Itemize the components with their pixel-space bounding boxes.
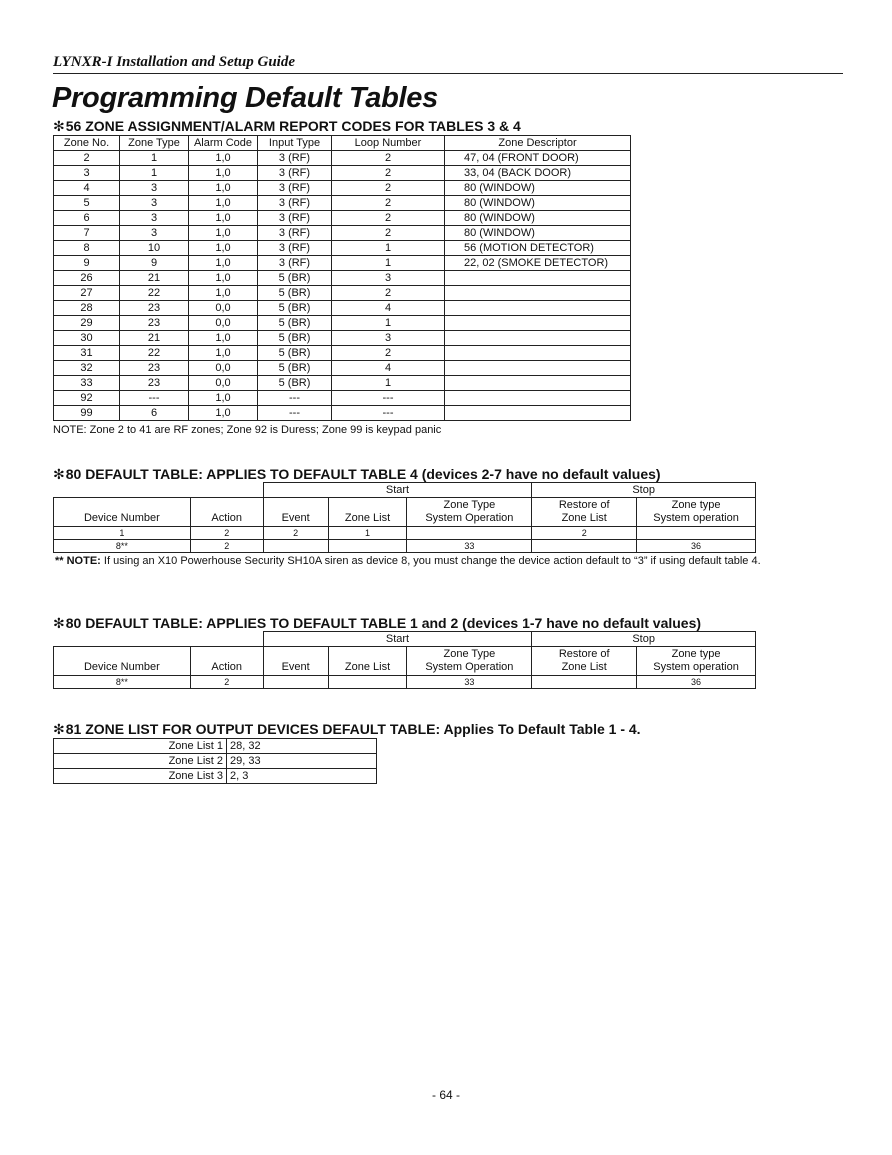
- table-cell: 0,0: [189, 301, 258, 316]
- table-cell: 1: [54, 527, 191, 540]
- column-header-zone-type-system-operation: Zone Type System Operation: [407, 498, 532, 527]
- table-row: [54, 316, 631, 331]
- table-cell: [445, 376, 631, 391]
- table-row: [54, 151, 631, 166]
- table-cell: [445, 316, 631, 331]
- table-row: [54, 406, 631, 421]
- table-cell: 3 (RF): [258, 196, 332, 211]
- table-cell: 31: [54, 346, 120, 361]
- note-text: If using an X10 Powerhouse Security SH10A siren as device 8, you must change the device action default to “3” if using default table 4.: [103, 555, 761, 567]
- table-cell: 1,0: [189, 241, 258, 256]
- zone-list-name: Zone List 3: [54, 769, 227, 784]
- table-cell: 47, 04 (FRONT DOOR): [445, 151, 631, 166]
- column-header-zone-list: Zone List: [328, 498, 407, 527]
- table-cell: 3 (RF): [258, 166, 332, 181]
- table-cell: 10: [120, 241, 189, 256]
- table-cell: 80 (WINDOW): [445, 196, 631, 211]
- group-header-start: Start: [263, 632, 532, 647]
- zone-list-name: Zone List 1: [54, 739, 227, 754]
- table-row: [54, 301, 631, 316]
- table-cell: 0,0: [189, 361, 258, 376]
- zone-table-note: NOTE: Zone 2 to 41 are RF zones; Zone 92 is Duress; Zone 99 is keypad panic: [53, 424, 442, 436]
- table-cell: 1: [332, 241, 445, 256]
- table-cell: 1,0: [189, 346, 258, 361]
- table-cell: 3 (RF): [258, 226, 332, 241]
- table-row: [54, 286, 631, 301]
- table-cell: 1: [328, 527, 407, 540]
- table-cell: 80 (WINDOW): [445, 181, 631, 196]
- list-item: [54, 769, 377, 784]
- running-head: LYNXR-I Installation and Setup Guide: [53, 53, 843, 74]
- group-header-row: [54, 483, 756, 498]
- table-cell: 1,0: [189, 211, 258, 226]
- table-cell: 6: [54, 211, 120, 226]
- table-cell: 23: [120, 361, 189, 376]
- table-cell: [532, 540, 637, 553]
- table-cell: 0,0: [189, 376, 258, 391]
- table-cell: 3 (RF): [258, 151, 332, 166]
- table-cell: 26: [54, 271, 120, 286]
- table-cell: 5 (BR): [258, 271, 332, 286]
- table-cell: 28: [54, 301, 120, 316]
- table-cell: [445, 346, 631, 361]
- table-cell: 29: [54, 316, 120, 331]
- table-cell: 2: [332, 181, 445, 196]
- column-header-alarm-code: Alarm Code: [189, 136, 258, 151]
- table-cell: 23: [120, 301, 189, 316]
- table-cell: 1,0: [189, 226, 258, 241]
- table-cell: [445, 361, 631, 376]
- table-cell: ---: [258, 406, 332, 421]
- table-cell: [328, 540, 407, 553]
- table-cell: 3 (RF): [258, 211, 332, 226]
- table-cell: 1,0: [189, 166, 258, 181]
- table-cell: 3: [120, 181, 189, 196]
- table-cell: 0,0: [189, 316, 258, 331]
- zone-list-table: [53, 738, 377, 784]
- table-cell: 2: [54, 151, 120, 166]
- table-row: [54, 376, 631, 391]
- table-cell: ---: [120, 391, 189, 406]
- table-cell: 2: [190, 527, 263, 540]
- table-cell: [445, 406, 631, 421]
- page-title: Programming Default Tables: [52, 82, 438, 114]
- column-header-restore-of-zone-list: Restore of Zone List: [532, 498, 637, 527]
- table-cell: 1: [332, 316, 445, 331]
- table-row: [54, 527, 756, 540]
- column-header-zone-descriptor: Zone Descriptor: [445, 136, 631, 151]
- table-cell: 1,0: [189, 256, 258, 271]
- table-cell: [263, 540, 328, 553]
- table-cell: 9: [120, 256, 189, 271]
- table-cell: 4: [332, 361, 445, 376]
- table-cell: 3: [332, 331, 445, 346]
- asterism-icon: ✻: [53, 118, 65, 134]
- zone-assignment-table: [53, 135, 631, 421]
- asterism-icon: ✻: [53, 721, 65, 737]
- table-cell: 22, 02 (SMOKE DETECTOR): [445, 256, 631, 271]
- table-cell: 4: [54, 181, 120, 196]
- group-header-stop: Stop: [532, 632, 756, 647]
- table-cell: 80 (WINDOW): [445, 211, 631, 226]
- table-row: [54, 256, 631, 271]
- table-cell: 1,0: [189, 196, 258, 211]
- table-cell: 1: [120, 151, 189, 166]
- table-cell: 2: [332, 151, 445, 166]
- table-cell: 5 (BR): [258, 376, 332, 391]
- zone-section-heading-text: 56 ZONE ASSIGNMENT/ALARM REPORT CODES FOR TABLES 3 & 4: [65, 118, 521, 134]
- table-row: [54, 346, 631, 361]
- column-header-row: [54, 647, 756, 676]
- table-cell: 5 (BR): [258, 316, 332, 331]
- table-cell: 33, 04 (BACK DOOR): [445, 166, 631, 181]
- table-cell: 3: [332, 271, 445, 286]
- page-number: - 64 -: [431, 1088, 460, 1102]
- zone-list-name: Zone List 2: [54, 754, 227, 769]
- table-cell: 56 (MOTION DETECTOR): [445, 241, 631, 256]
- table-cell: 2: [332, 346, 445, 361]
- zonelist-heading-text: 81 ZONE LIST FOR OUTPUT DEVICES DEFAULT TABLE: Applies To Default Table 1 - 4.: [65, 721, 641, 737]
- asterism-icon: ✻: [53, 466, 65, 482]
- default-table-1-and-2: [53, 631, 756, 689]
- table-cell: 2: [190, 540, 263, 553]
- column-header-zone-list: Zone List: [328, 647, 407, 676]
- table-cell: 27: [54, 286, 120, 301]
- table-cell: 33: [54, 376, 120, 391]
- table-cell: [445, 391, 631, 406]
- table-row: [54, 271, 631, 286]
- table-cell: 1,0: [189, 286, 258, 301]
- table-cell: 36: [637, 676, 756, 689]
- table80-12-heading-text: 80 DEFAULT TABLE: APPLIES TO DEFAULT TABLE 1 and 2 (devices 1-7 have no default values): [65, 615, 702, 631]
- zone-list-value: 29, 33: [227, 754, 377, 769]
- zone-section-heading: [53, 118, 521, 135]
- table-cell: [445, 286, 631, 301]
- table-cell: 32: [54, 361, 120, 376]
- table-cell: ---: [332, 391, 445, 406]
- table-cell: 8: [54, 241, 120, 256]
- table-cell: 3: [120, 211, 189, 226]
- table-row: [54, 166, 631, 181]
- table-cell: [532, 676, 637, 689]
- table-row: [54, 241, 631, 256]
- table-row: [54, 181, 631, 196]
- column-header-loop-number: Loop Number: [332, 136, 445, 151]
- table80-4-heading: [53, 466, 661, 483]
- column-header-input-type: Input Type: [258, 136, 332, 151]
- table-cell: ---: [258, 391, 332, 406]
- zone-table-header-row: [54, 136, 631, 151]
- table-row: [54, 226, 631, 241]
- column-header-restore-of-zone-list: Restore of Zone List: [532, 647, 637, 676]
- table-cell: 33: [407, 540, 532, 553]
- table-row: [54, 331, 631, 346]
- table-cell: 2: [332, 166, 445, 181]
- table-cell: 80 (WINDOW): [445, 226, 631, 241]
- table-cell: 1: [332, 256, 445, 271]
- table-row: [54, 391, 631, 406]
- column-header-device-number: Device Number: [54, 498, 191, 527]
- column-header-zone-type-system-operation: Zone Type System Operation: [407, 647, 532, 676]
- table-cell: 2: [332, 211, 445, 226]
- list-item: [54, 754, 377, 769]
- table80-4-heading-text: 80 DEFAULT TABLE: APPLIES TO DEFAULT TABLE 4 (devices 2-7 have no default values): [65, 466, 661, 482]
- column-header-device-number: Device Number: [54, 647, 191, 676]
- list-item: [54, 739, 377, 754]
- column-header-zone-type-system-operation-stop: Zone type System operation: [637, 498, 756, 527]
- table-cell: 1: [332, 376, 445, 391]
- table-cell: 1,0: [189, 391, 258, 406]
- table-cell: 1,0: [189, 181, 258, 196]
- table-cell: [445, 331, 631, 346]
- table-row: [54, 540, 756, 553]
- table-cell: 23: [120, 376, 189, 391]
- column-header-action: Action: [190, 498, 263, 527]
- zonelist-heading: [53, 721, 641, 738]
- zone-list-value: 2, 3: [227, 769, 377, 784]
- table-cell: 3: [120, 226, 189, 241]
- table80-4-note: [55, 554, 802, 568]
- table-cell: 22: [120, 286, 189, 301]
- group-header-row: [54, 632, 756, 647]
- table-cell: 5 (BR): [258, 301, 332, 316]
- table-cell: 3 (RF): [258, 256, 332, 271]
- table-cell: 9: [54, 256, 120, 271]
- table-cell: 5 (BR): [258, 331, 332, 346]
- table-cell: 1: [120, 166, 189, 181]
- group-header-blank: [54, 632, 264, 647]
- table-cell: 99: [54, 406, 120, 421]
- table-cell: 36: [637, 540, 756, 553]
- table-cell: 2: [332, 196, 445, 211]
- table-cell: 21: [120, 331, 189, 346]
- table-cell: 2: [332, 286, 445, 301]
- table-cell: 6: [120, 406, 189, 421]
- table-cell: 5: [54, 196, 120, 211]
- table-cell: 8**: [54, 540, 191, 553]
- table-row: [54, 676, 756, 689]
- table-cell: 7: [54, 226, 120, 241]
- table-cell: 2: [332, 226, 445, 241]
- column-header-event: Event: [263, 498, 328, 527]
- table-cell: 1,0: [189, 406, 258, 421]
- table-cell: 3 (RF): [258, 241, 332, 256]
- column-header-row: [54, 498, 756, 527]
- table-cell: 23: [120, 316, 189, 331]
- table-cell: [445, 301, 631, 316]
- default-table-4: [53, 482, 756, 553]
- table-cell: 3 (RF): [258, 181, 332, 196]
- table-cell: 2: [190, 676, 263, 689]
- table-cell: 2: [532, 527, 637, 540]
- asterism-icon: ✻: [53, 615, 65, 631]
- table-cell: 3: [54, 166, 120, 181]
- table-cell: 5 (BR): [258, 346, 332, 361]
- column-header-zone-type-system-operation-stop: Zone type System operation: [637, 647, 756, 676]
- table-cell: 1,0: [189, 331, 258, 346]
- column-header-action: Action: [190, 647, 263, 676]
- table-cell: [263, 676, 328, 689]
- table-cell: ---: [332, 406, 445, 421]
- table-cell: 21: [120, 271, 189, 286]
- table-cell: 8**: [54, 676, 191, 689]
- table-cell: [445, 271, 631, 286]
- table-cell: 3: [120, 196, 189, 211]
- table-cell: 92: [54, 391, 120, 406]
- table-row: [54, 361, 631, 376]
- note-label: ** NOTE:: [55, 555, 101, 567]
- table-cell: 2: [263, 527, 328, 540]
- table-row: [54, 196, 631, 211]
- table-cell: 5 (BR): [258, 286, 332, 301]
- table-cell: [407, 527, 532, 540]
- group-header-start: Start: [263, 483, 532, 498]
- table-cell: 1,0: [189, 151, 258, 166]
- table80-12-heading: [53, 615, 701, 632]
- table-cell: 30: [54, 331, 120, 346]
- column-header-zone-no: Zone No.: [54, 136, 120, 151]
- table-cell: 1,0: [189, 271, 258, 286]
- column-header-zone-type: Zone Type: [120, 136, 189, 151]
- group-header-blank: [54, 483, 264, 498]
- table-cell: 22: [120, 346, 189, 361]
- zone-list-value: 28, 32: [227, 739, 377, 754]
- table-cell: 5 (BR): [258, 361, 332, 376]
- column-header-event: Event: [263, 647, 328, 676]
- table-cell: [637, 527, 756, 540]
- table-row: [54, 211, 631, 226]
- table-cell: [328, 676, 407, 689]
- table-cell: 33: [407, 676, 532, 689]
- table-cell: 4: [332, 301, 445, 316]
- group-header-stop: Stop: [532, 483, 756, 498]
